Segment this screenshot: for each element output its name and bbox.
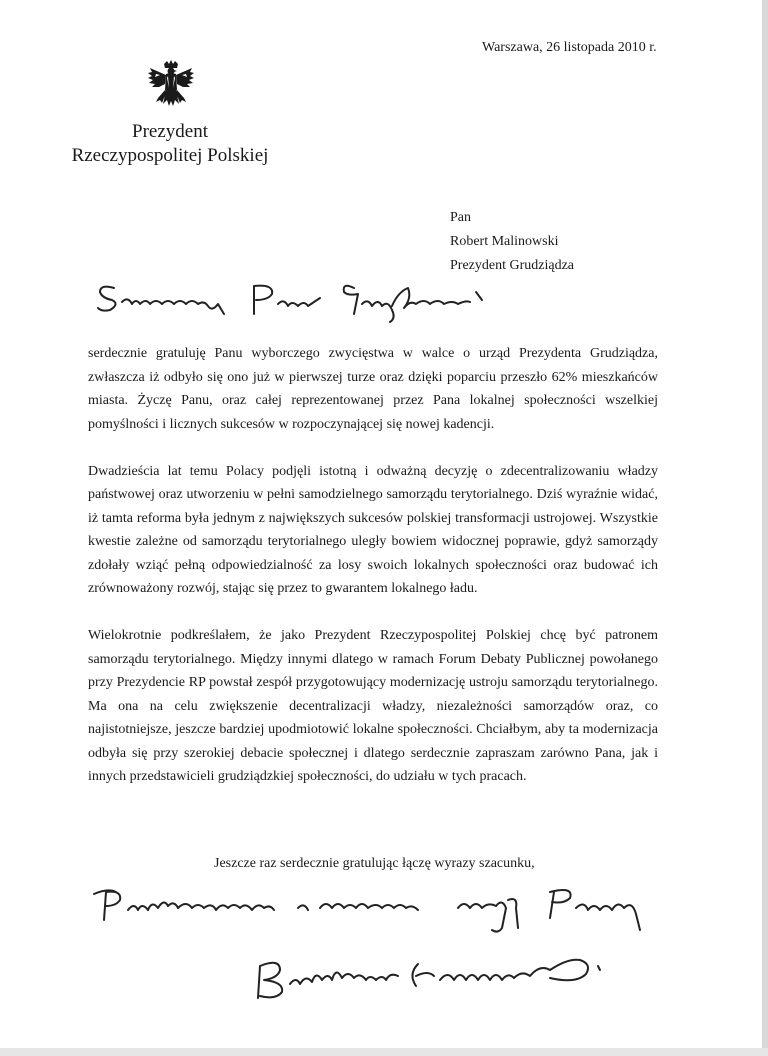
letter-body <box>88 342 658 812</box>
closing-line: Jeszcze raz serdecznie gratulując łączę wyrazy szacunku, <box>214 856 535 871</box>
handwritten-signature <box>250 940 620 1006</box>
polish-eagle-emblem-icon <box>146 60 196 114</box>
recipient-line-2: Robert Malinowski <box>450 234 559 249</box>
recipient-block <box>450 206 574 278</box>
scan-edge-bottom <box>0 1048 768 1056</box>
recipient-line-1: Pan <box>450 210 471 225</box>
office-title-line-1: Prezydent <box>132 121 208 142</box>
handwritten-postscript <box>88 880 648 944</box>
scan-edge-right <box>762 0 768 1056</box>
letter-date: Warszawa, 26 listopada 2010 r. <box>482 40 657 55</box>
office-title <box>40 120 300 168</box>
paragraph-2: Dwadzieścia lat temu Polacy podjęli istotną i odważną decyzję o zdecentralizowaniu władzy państwowej oraz utworzeniu w pełni samodzielnego samorządu terytorialnego. Dziś wyraźnie widać, iż tamta reforma była jednym z największych sukcesów polskiej transformacji ustrojowej. Wszystkie kwestie zależne od samorządu terytorialnego uległy bowiem widocznej poprawie, gdyż samorządy zdołały wziąć pełną odpowiedzialność za losy swoich lokalnych społeczności oraz budować ich zrównoważony rozwój, stając się przez to gwarantem lokalnego ładu. <box>88 463 658 596</box>
handwritten-salutation <box>92 278 512 324</box>
office-title-line-2: Rzeczypospolitej Polskiej <box>71 145 269 166</box>
paragraph-1: serdecznie gratuluję Panu wyborczego zwycięstwa w walce o urząd Prezydenta Grudziądza, zwłaszcza iż odbyło się ono już w pierwszej turze oraz dzięki poparciu przeszło 62% mieszkańców miasta. Życzę Panu, oraz całej reprezentowanej przez Pana lokalnej społeczności wszelkiej pomyślności i licznych sukcesów w rozpoczynającej się nowej kadencji. <box>88 346 658 432</box>
recipient-line-3: Prezydent Grudziądza <box>450 258 574 273</box>
paragraph-3: Wielokrotnie podkreślałem, że jako Prezydent Rzeczypospolitej Polskiej chcę być patronem samorządu terytorialnego. Między innymi dlatego w ramach Forum Debaty Publicznej powołanego przy Prezydencie RP powstał zespół przygotowujący modernizację ustroju samorządu terytorialnego. Ma ona na celu zwiększenie decentralizacji władzy, niezależności samorządów oraz, co najistotniejsze, jeszcze bardziej upodmiotowić lokalne społeczności. Chciałbym, aby ta modernizacja odbyła się przy szerokiej debacie społecznej i dlatego serdecznie zapraszam zarówno Pana, jak i innych przedstawicieli grudziądzkiej społeczności, do udziału w tych pracach. <box>88 628 658 784</box>
